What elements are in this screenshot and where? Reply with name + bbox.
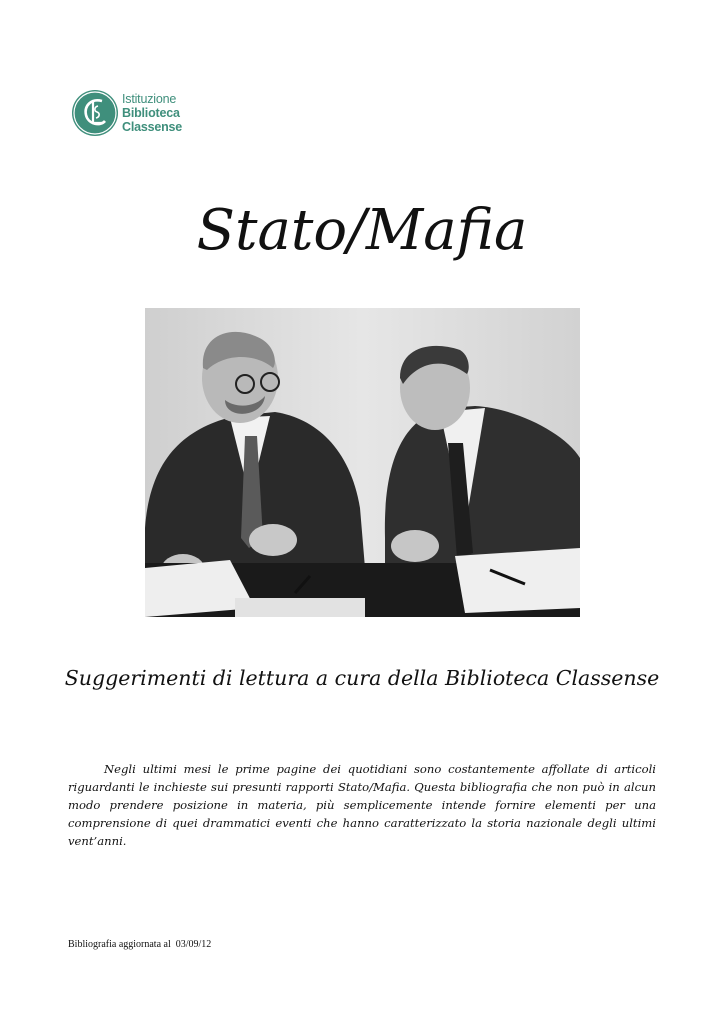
document-title: Stato/Mafia: [196, 198, 528, 263]
library-logo: [72, 88, 192, 140]
bibliography-date-footer: Bibliografia aggiornata al 03/09/12: [68, 939, 212, 950]
cover-photo: [145, 308, 580, 617]
logo-line-classense: Classense: [122, 120, 183, 134]
library-logo-text: [122, 92, 202, 134]
intro-paragraph: Negli ultimi mesi le prime pagine dei quotidiani sono costantemente affollate di articoli riguardanti le inchieste sui presunti rapporti Stato/Mafia. Questa bibliografia che non può in alcun modo prendere posizione in materia, più semplicemente intende fornire elementi per una comprensione di quei drammatici eventi che hanno caratterizzato la storia nazionale degli ultimi vent’anni.: [68, 762, 656, 848]
logo-line-istituzione: Istituzione: [122, 92, 177, 106]
cover-photo-illustration: [145, 308, 580, 617]
logo-line-biblioteca: Biblioteca: [122, 106, 180, 120]
library-emblem-icon: [72, 90, 118, 136]
document-subtitle: Suggerimenti di lettura a cura della Biblioteca Classense: [64, 666, 660, 690]
